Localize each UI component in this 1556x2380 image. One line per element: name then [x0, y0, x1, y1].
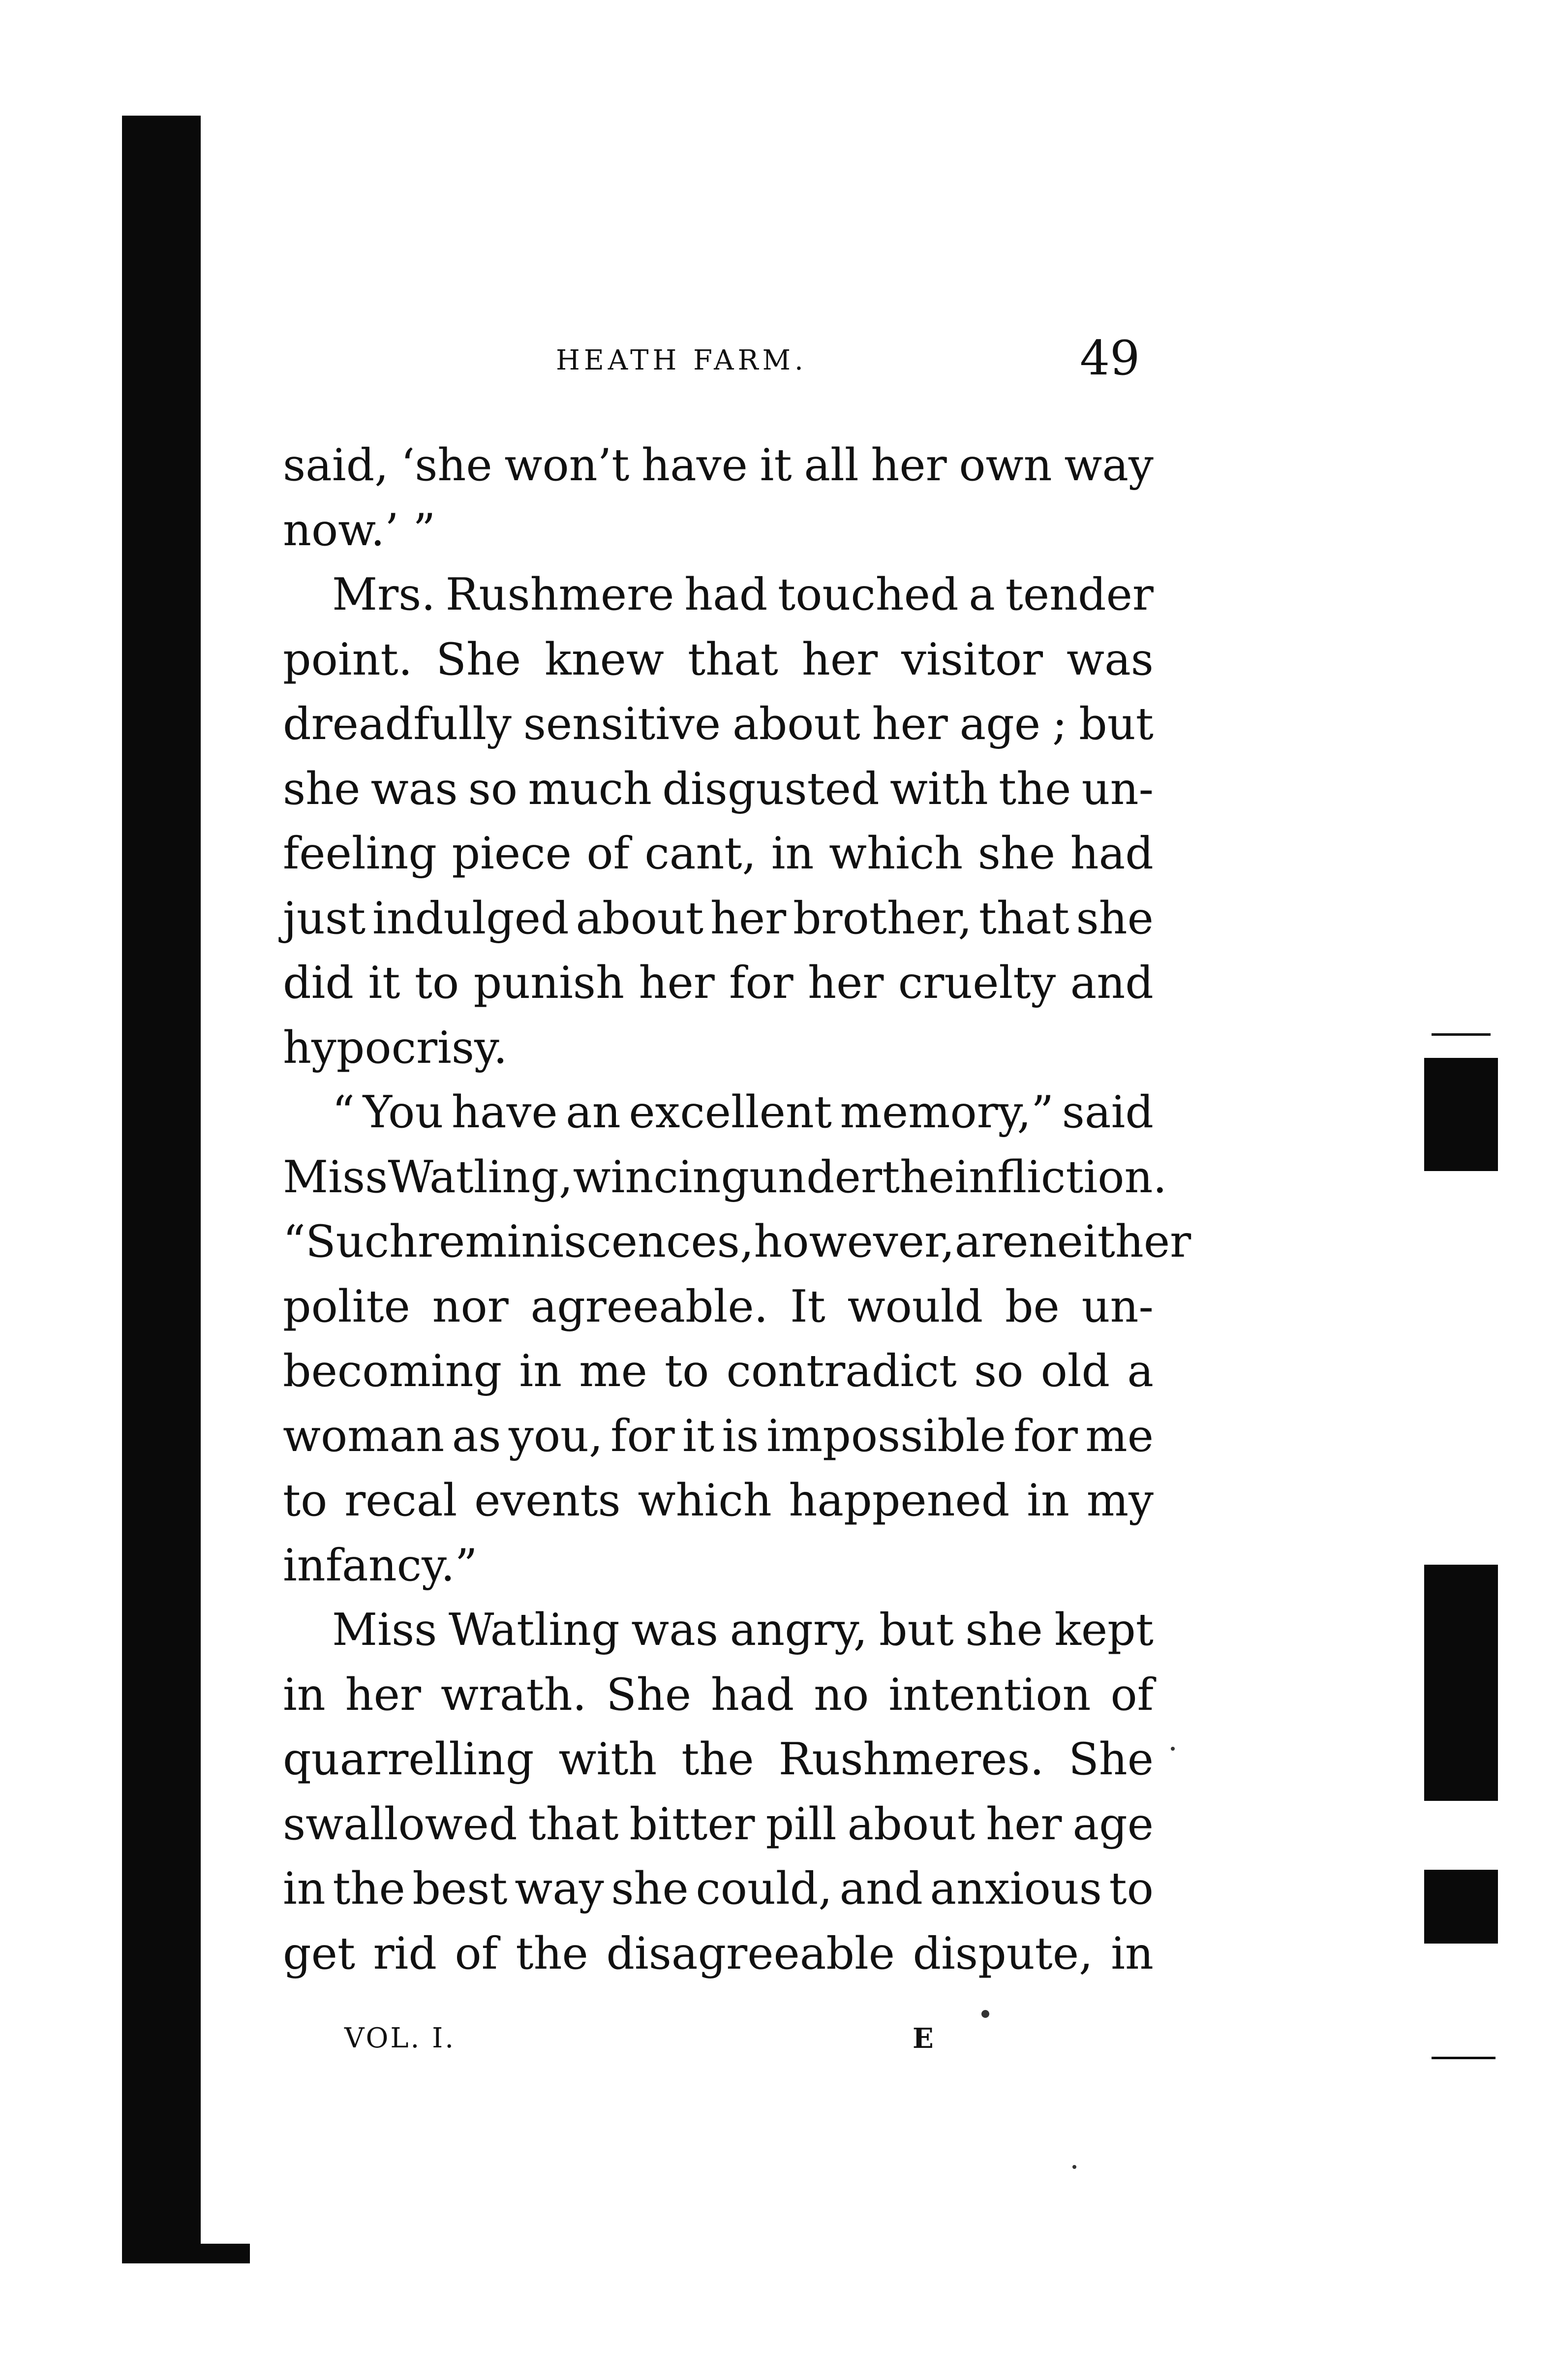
- text-line: now.’ ”: [283, 504, 436, 556]
- text-line: becoming in me to contradict so old a: [283, 1345, 1154, 1397]
- binding-edge: [122, 116, 201, 2256]
- text-line: Miss Watling, wincing under the infliction.: [283, 1151, 1167, 1203]
- scan-speck: [1072, 2165, 1076, 2169]
- text-line: infancy.”: [283, 1539, 478, 1591]
- text-line: in her wrath. She had no intention of: [283, 1669, 1154, 1721]
- scan-mark-block: [1424, 1565, 1498, 1801]
- body-text: [283, 433, 1191, 1986]
- text-line: hypocrisy.: [283, 1021, 508, 1074]
- page-number: 49: [1080, 331, 1140, 386]
- scan-mark-line: [1432, 1033, 1491, 1036]
- text-line: point. She knew that her visitor was: [283, 633, 1154, 685]
- text-line: “ Such reminiscences, however, are neither: [283, 1216, 1191, 1267]
- scan-speck: [1171, 1747, 1175, 1751]
- text-line: polite nor agreeable. It would be un-: [283, 1280, 1154, 1332]
- text-line: in the best way she could, and anxious to: [283, 1863, 1154, 1915]
- text-line: Miss Watling was angry, but she kept: [332, 1604, 1154, 1656]
- running-head: HEATH FARM.: [556, 344, 807, 376]
- scan-mark-line: [1432, 2057, 1495, 2059]
- text-line: swallowed that bitter pill about her age: [283, 1798, 1154, 1850]
- scan-mark-block: [1424, 1058, 1498, 1171]
- text-line: she was so much disgusted with the un-: [283, 763, 1154, 815]
- text-line: get rid of the disagreeable dispute, in: [283, 1927, 1154, 1979]
- signature-mark: E: [913, 2022, 934, 2055]
- text-line: said, ‘she won’t have it all her own way: [283, 439, 1154, 491]
- text-line: woman as you, for it is impossible for me: [283, 1410, 1154, 1462]
- binding-edge-foot: [122, 2244, 250, 2263]
- text-line: feeling piece of cant, in which she had: [283, 828, 1154, 879]
- signature-vol: VOL. I.: [344, 2022, 456, 2054]
- text-line: Mrs. Rushmere had touched a tender: [332, 569, 1154, 620]
- text-line: just indulged about her brother, that she: [283, 892, 1154, 944]
- text-line: “ You have an excellent memory,” said: [332, 1086, 1154, 1138]
- scan-mark-block: [1424, 1870, 1498, 1944]
- text-line: quarrelling with the Rushmeres. She: [283, 1733, 1154, 1785]
- text-line: did it to punish her for her cruelty and: [283, 957, 1154, 1009]
- text-line: to recal events which happened in my: [283, 1475, 1154, 1526]
- text-line: dreadfully sensitive about her age ; but: [283, 698, 1154, 750]
- scan-speck: [981, 2010, 989, 2018]
